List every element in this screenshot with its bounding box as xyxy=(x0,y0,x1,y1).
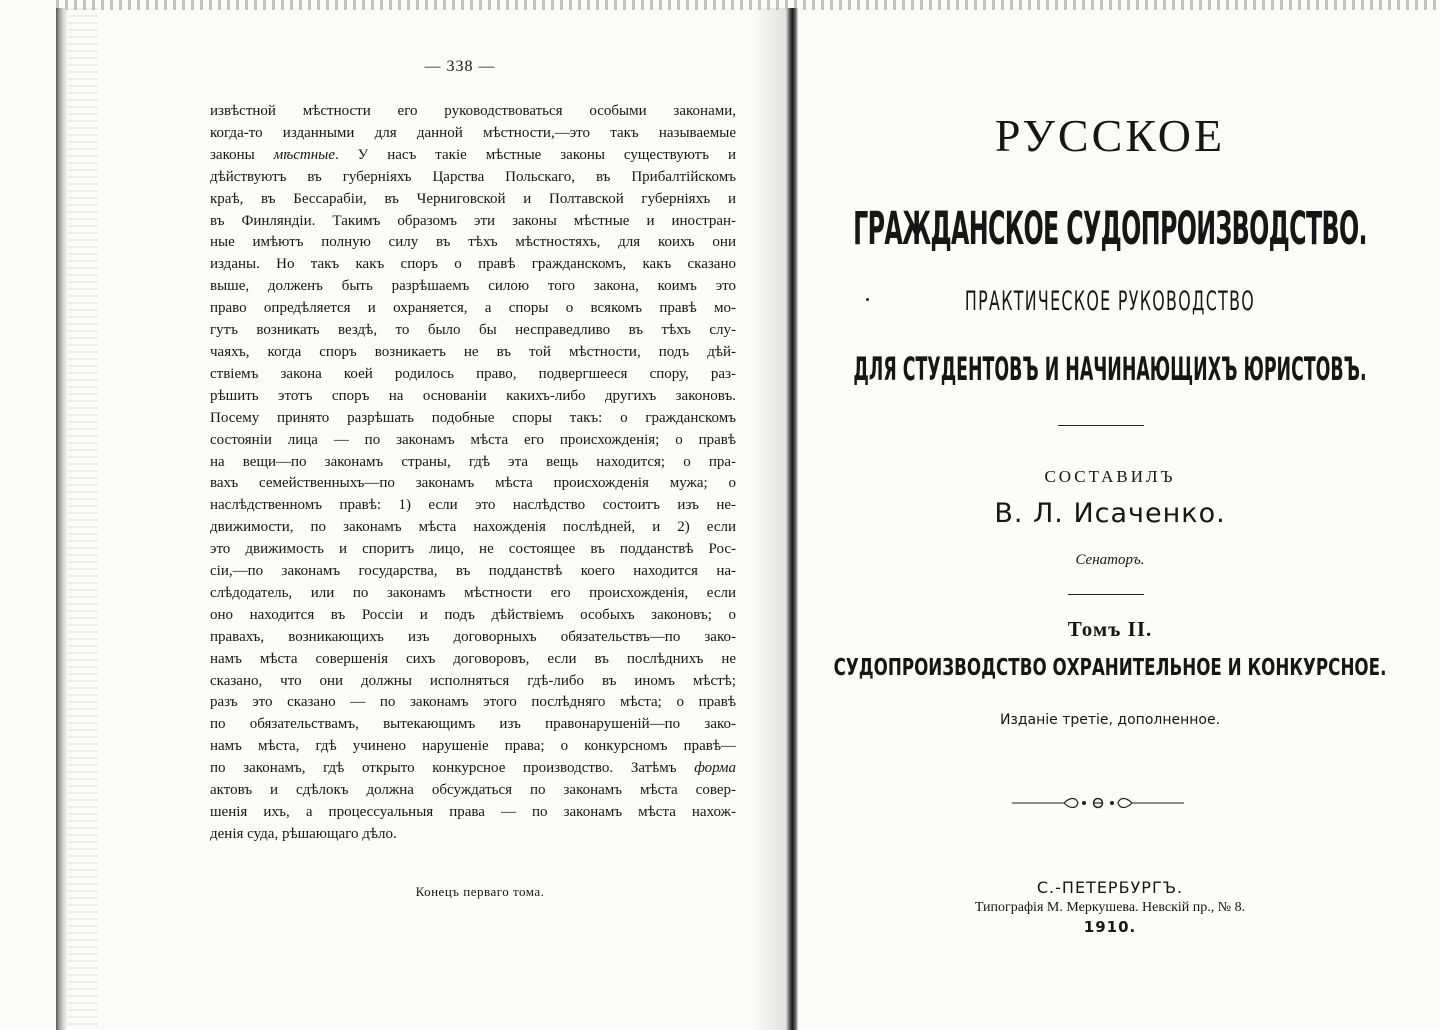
edition-note: Изданіе третіе, дополненное. xyxy=(999,712,1221,728)
text-line: право опредѣляется и охраняется, а споры о всякомъ правѣ мо- xyxy=(210,300,736,317)
text-line: движимости, по законамъ мѣста нахожденія послѣдней, и 2) если xyxy=(210,519,736,536)
divider-rule xyxy=(1068,594,1144,595)
emphasis: форма xyxy=(694,760,736,777)
text-line: въ Финляндіи. Такимъ образомъ эти законы мѣстные и иностран- xyxy=(210,212,736,229)
page-body-text xyxy=(210,101,736,846)
page-number: — 338 — xyxy=(424,58,496,75)
title-top: РУССКОЕ xyxy=(994,110,1226,161)
author-title: Сенаторъ. xyxy=(1075,552,1145,568)
text-line: ствіемъ закона коей родилось право, подвергшееся спору, раз- xyxy=(210,365,736,382)
text-line: извѣстной мѣстности его руководствоваться особыми законами, xyxy=(210,103,736,119)
publication-city: С.-ПЕТЕРБУРГЪ. xyxy=(1036,878,1184,897)
text-line: сіи,—по законамъ государства, въ подданствѣ коего находится на- xyxy=(210,563,736,580)
text-line: изданы. Но такъ какъ споръ о правѣ гражданскомъ, какъ сказано xyxy=(210,256,736,273)
text-line: вахъ семейственныхъ—по законамъ мѣста происхожденія мужа; о xyxy=(210,475,736,492)
text-line: когда-то изданными для данной мѣстности,—это такъ называемые xyxy=(210,124,736,141)
scan-left-edge xyxy=(56,8,68,1030)
book-gutter xyxy=(786,8,798,1030)
subtitle-practical: ПРАКТИЧЕСКОЕ РУКОВОДСТВО xyxy=(964,286,1256,317)
text-line: это движимость и споритъ лицо, не состоящее въ подданствѣ Рос- xyxy=(210,541,736,558)
text-line: оно находится въ Россіи и подъ дѣйствіемъ особыхъ законовъ; о xyxy=(210,606,736,623)
text-line: по обязательствамъ, вытекающимъ изъ правонарушеній—по зако- xyxy=(210,716,736,733)
emphasis: мѣстные xyxy=(273,146,335,163)
ornament-divider-icon xyxy=(1012,792,1184,814)
text-line: разъ это сказано — по законамъ этого послѣдняго мѣста; о правѣ xyxy=(210,694,736,711)
text-line: законы мѣстные. У насъ такіе мѣстные законы существуютъ и xyxy=(210,146,736,163)
text-line: шенія ихъ, а процессуальныя права — по законамъ мѣста нахож- xyxy=(210,804,736,820)
text-line: рѣшить этотъ споръ на основаніи какихъ-либо другихъ законовъ. xyxy=(210,387,736,404)
compiled-by-label: СОСТАВИЛЪ xyxy=(1044,467,1176,486)
text-line: гутъ возникать вездѣ, то было бы несправедливо въ тѣхъ слу- xyxy=(210,322,736,339)
divider-rule xyxy=(1058,425,1144,426)
volume-label: Томъ II. xyxy=(1067,617,1153,641)
scan-left-edge-texture xyxy=(68,8,98,1030)
text-line: денія суда, рѣшающаго дѣло. xyxy=(210,825,397,842)
text-line: ные имѣютъ полную силу въ тѣхъ мѣстностяхъ, для коихъ они xyxy=(210,234,736,251)
text-line: выше, долженъ быть разрѣшаемъ силою того закона, коимъ это xyxy=(210,278,736,295)
text-line: слѣдодатель, или по законамъ мѣстности его происхожденія, если xyxy=(210,584,736,601)
end-of-volume-note: Конецъ перваго тома. xyxy=(415,884,545,899)
text-line: на вещи—по законамъ страны, гдѣ эта вещь находится; о пра- xyxy=(210,453,736,470)
text-line: дѣйствуютъ въ губерніяхъ Царства Польскаго, въ Прибалтійскомъ xyxy=(210,168,736,185)
text-line: намъ мѣста совершенія сихъ договоровъ, если въ послѣднихъ не xyxy=(210,650,736,667)
gutter-shadow xyxy=(752,8,786,1030)
text-line: намъ мѣста, гдѣ учинено нарушеніе права; о конкурсномъ правѣ— xyxy=(210,738,736,755)
text-line: чаяхъ, когда споръ возникаетъ не въ той мѣстности, подъ дѣй- xyxy=(210,343,736,360)
printer-line: Типографія М. Меркушева. Невскій пр., № 8. xyxy=(974,900,1246,915)
subtitle-audience: ДЛЯ СТУДЕНТОВЪ И НАЧИНАЮЩИХЪ ЮРИСТОВЪ. xyxy=(853,350,1367,388)
text-line: по законамъ, гдѣ открыто конкурсное производство. Затѣмъ форма xyxy=(210,760,736,777)
title-main: ГРАЖДАНСКОЕ СУДОПРОИЗВОДСТВО. xyxy=(853,203,1367,255)
text-line: наслѣдственномъ правѣ: 1) если это наслѣдство состоитъ изъ не- xyxy=(210,497,736,514)
scan-top-edge xyxy=(56,0,1440,10)
publication-year: 1910. xyxy=(1083,918,1137,936)
text-line: сказано, что они должны исполняться гдѣ-либо въ иномъ мѣстѣ; xyxy=(210,672,736,689)
author-name: В. Л. Исаченко. xyxy=(994,498,1226,529)
text-line: состояніи лица — по законамъ мѣста его происхожденія; о правѣ xyxy=(210,431,736,448)
text-line: правахъ, возникающихъ изъ договорныхъ обязательствъ—по зако- xyxy=(210,628,736,645)
text-line: актовъ и сдѣлокъ должна обсуждаться по законамъ мѣста совер- xyxy=(210,782,736,799)
volume-subject: СУДОПРОИЗВОДСТВО ОХРАНИТЕЛЬНОЕ И КОНКУРСНОЕ. xyxy=(833,655,1387,682)
text-line: краѣ, въ Бессарабіи, въ Черниговской и Полтавской губерніяхъ и xyxy=(210,190,736,207)
text-line: Посему принято разрѣшать подобные споры такъ: о гражданскомъ xyxy=(210,409,736,426)
